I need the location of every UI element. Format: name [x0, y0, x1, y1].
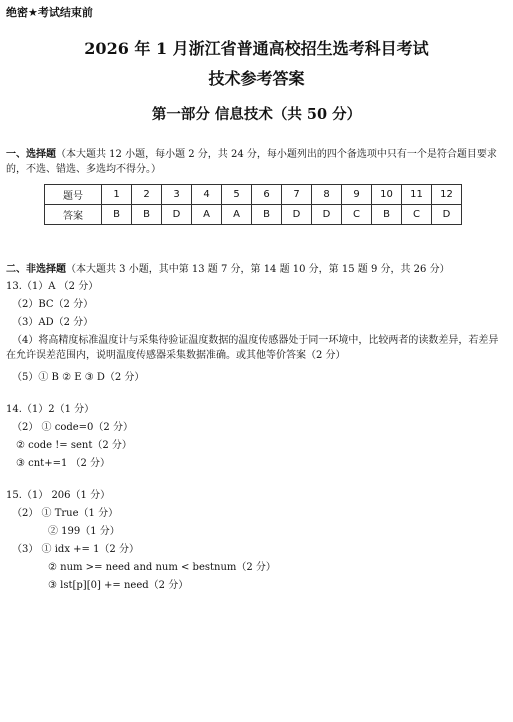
answer-cell: B	[102, 205, 132, 225]
answer-table	[44, 184, 462, 225]
answer-cell: C	[402, 205, 432, 225]
q13-line-3: （3）AD（2 分）	[12, 317, 94, 328]
q15-line-6: ③ lst[p][0] += need（2 分）	[48, 580, 189, 591]
q13-line-4: （4）将高精度标准温度计与采集待验证温度数据的温度传感器处于同一环境中，比较两者的读数差异，若差异在允许误差范围内，说明温度传感器采集数据准确。或其他等价答案（2 分）	[6, 335, 499, 361]
question-number: 3	[162, 185, 192, 205]
question-number-row	[45, 185, 462, 205]
exam-subtitle: 技术参考答案	[208, 69, 305, 88]
q14-line-1: 14.（1）2（1 分）	[6, 404, 95, 415]
confidential-stamp: 绝密★考试结束前	[6, 6, 93, 19]
q14-line-2: （2） ① code=0（2 分）	[12, 422, 133, 433]
q15-line-5: ② num >= need and num < bestnum（2 分）	[48, 562, 276, 573]
part-heading: 第一部分 信息技术（共 50 分）	[151, 106, 362, 123]
row-header-question: 题号	[45, 185, 102, 205]
answer-cell: D	[162, 205, 192, 225]
answer-cell: B	[252, 205, 282, 225]
section1-heading	[6, 147, 504, 177]
exam-title: 2026 年 1 月浙江省普通高校招生选考科目考试	[84, 39, 429, 58]
q14-line-4: ③ cnt+=1 （2 分）	[16, 458, 111, 469]
section2-label: 二、非选择题	[6, 264, 66, 275]
answer-cell: D	[312, 205, 342, 225]
q13-line-5: （5）① B ② E ③ D（2 分）	[12, 372, 145, 383]
answer-cell: A	[222, 205, 252, 225]
question-number: 6	[252, 185, 282, 205]
question-number: 4	[192, 185, 222, 205]
question-number: 11	[402, 185, 432, 205]
row-header-answer: 答案	[45, 205, 102, 225]
section2-desc: （本大题共 3 小题，其中第 13 题 7 分，第 14 题 10 分，第 15 题 9 分，共 26 分）	[66, 264, 450, 275]
question-number: 7	[282, 185, 312, 205]
q14-line-3: ② code != sent（2 分）	[16, 440, 132, 451]
answer-cell: D	[432, 205, 462, 225]
q15-line-1: 15.（1） 206（1 分）	[6, 490, 111, 501]
question-number: 12	[432, 185, 462, 205]
q15-line-2: （2） ① True（1 分）	[12, 508, 119, 519]
answer-cell: C	[342, 205, 372, 225]
question-number: 8	[312, 185, 342, 205]
answer-cell: A	[192, 205, 222, 225]
question-number: 2	[132, 185, 162, 205]
answer-cell: B	[372, 205, 402, 225]
answer-row	[45, 205, 462, 225]
q13-line-1: 13.（1）A （2 分）	[6, 281, 99, 292]
question-number: 10	[372, 185, 402, 205]
question-number: 1	[102, 185, 132, 205]
question-number: 9	[342, 185, 372, 205]
answer-cell: B	[132, 205, 162, 225]
section1-label: 一、选择题	[6, 149, 56, 160]
q13-line-2: （2）BC（2 分）	[12, 299, 94, 310]
answer-cell: D	[282, 205, 312, 225]
q15-line-4: （3） ① idx += 1（2 分）	[12, 544, 139, 555]
q15-line-3: ② 199（1 分）	[48, 526, 120, 537]
question-number: 5	[222, 185, 252, 205]
section1-desc: （本大题共 12 小题，每小题 2 分，共 24 分，每小题列出的四个备选项中只有一个是符合题目要求的，不选、错选、多选均不得分。）	[6, 149, 497, 175]
section2-heading	[6, 262, 504, 277]
